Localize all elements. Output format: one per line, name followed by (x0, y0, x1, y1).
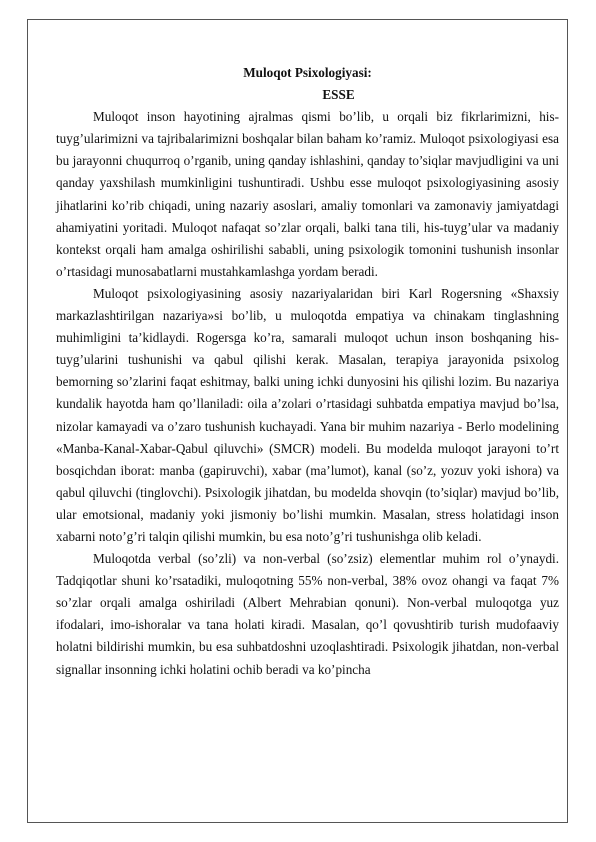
paragraph-1: Muloqot inson hayotining ajralmas qismi bo’lib, u orqali biz fikrlarimizni, his-tuyg’ularimizni va tajribalarimizni boshqalar bilan baham ko’ramiz. Muloqot psixologiyasi esa bu jarayonni chuqurroq o’rganib, uning qanday ishlashini, qanday to’siqlar mavjudligini va uni qanday yaxshilash mumkinligini tushuntiradi. Ushbu esse muloqot psixologiyasining asosiy jihatlarini ko’rib chiqadi, uning nazariy asoslari, amaliy tomonlari va zamonaviy jamiyatdagi ahamiyatini yoritadi. Muloqot nafaqat so’zlar orqali, balki tana tili, his-tuyg’ular va madaniy kontekst orqali ham amalga oshirilishi sababli, uning psixologik tomonini tushunish insonlar o’rtasidagi munosabatlarni mustahkamlashga yordam beradi. (56, 109, 559, 279)
paragraph-3: Muloqotda verbal (so’zli) va non-verbal (so’zsiz) elementlar muhim rol o’ynaydi. Tadqiqotlar shuni ko’rsatadiki, muloqotning 55% non-verbal, 38% ovoz ohangi va faqat 7% so’zlar orqali amalga oshiriladi (Albert Mehrabian qonuni). Non-verbal muloqotga yuz ifodalari, imo-ishoralar va tana holati kiradi. Masalan, qo’l qovushtirib turish mudofaaviy holatni bildirishi mumkin, bu esa suhbatdoshni uzoqlashtiradi. Psixologik jihatdan, non-verbal signallar insonning ichki holatini ochib beradi va ko’pincha (56, 551, 559, 677)
document-body (56, 62, 559, 681)
document-subtitle: ESSE (322, 87, 355, 103)
document-title: Muloqot Psixologiyasi: (243, 65, 372, 80)
paragraph-2: Muloqot psixologiyasining asosiy nazariyalaridan biri Karl Rogersning «Shaxsiy markazlashtirilgan nazariya»si bo’lib, u muloqotda empatiya va chinakam tinglashning muhimligini ta’kidlaydi. Rogersga ko’ra, samarali muloqot uchun inson boshqaning his-tuyg’ularini tushunishi va qabul qilishi kerak. Masalan, terapiya jarayonida psixolog bemorning so’zlarini faqat eshitmay, balki uning ichki dunyosini his qilishi lozim. Bu nazariya kundalik hayotda ham qo’llaniladi: oila a’zolari o’rtasidagi suhbatda empatiya mavjud bo’lsa, nizolar kamayadi va o’zaro tushunish kuchayadi. Yana bir muhim nazariya - Berlo modelining «Manba-Kanal-Xabar-Qabul qiluvchi» (SMCR) modeli. Bu modelda muloqot jarayoni to’rt bosqichdan iborat: manba (gapiruvchi), xabar (ma’lumot), kanal (so’z, yozuv yoki ishora) va qabul qiluvchi (tinglovchi). Psixologik jihatdan, bu modelda shovqin (to’siqlar) mavjud bo’lib, ular emotsional, madaniy yoki jismoniy bo’lishi mumkin. Masalan, stress holatidagi inson xabarni noto’g’ri talqin qilishi mumkin, bu esa noto’g’ri tushunishga olib keladi. (56, 285, 559, 544)
